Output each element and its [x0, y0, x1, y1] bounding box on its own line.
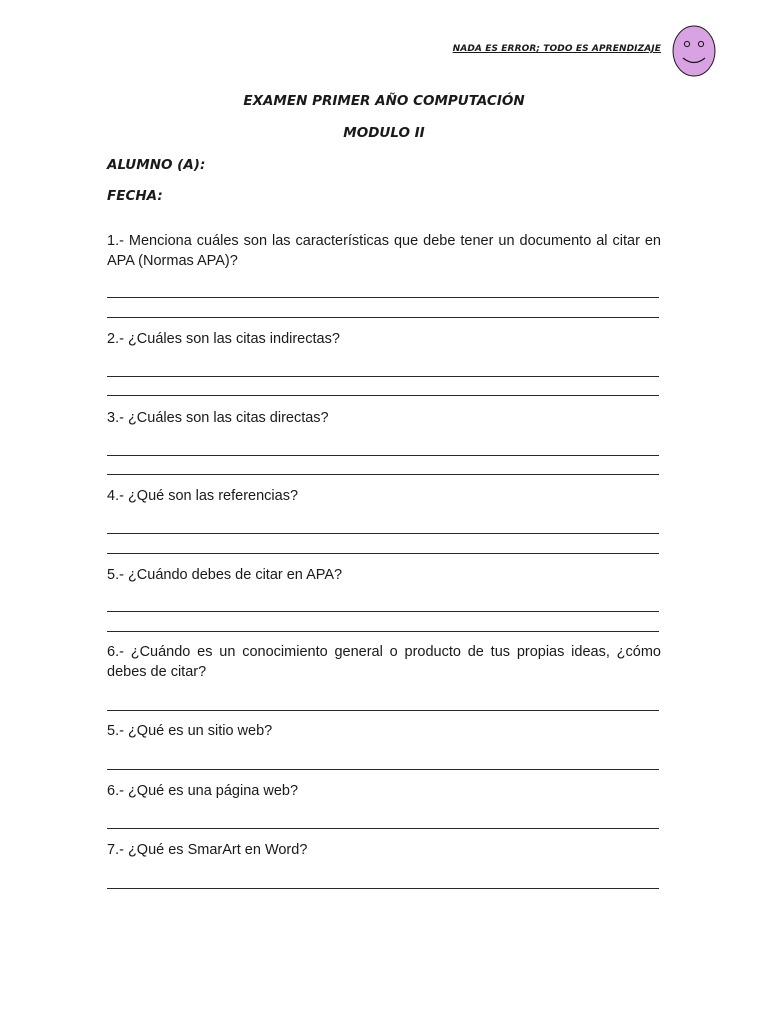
header-motto: NADA ES ERROR; TODO ES APRENDIZAJE	[452, 44, 661, 54]
answer-line-8a[interactable]	[107, 828, 659, 829]
smiley-face-icon	[672, 25, 716, 77]
question-8: 6.- ¿Qué es una página web?	[107, 783, 299, 799]
answer-line-6a[interactable]	[107, 710, 659, 711]
answer-line-7a[interactable]	[107, 769, 659, 770]
answer-line-9a[interactable]	[107, 888, 659, 889]
answer-line-5a[interactable]	[107, 611, 659, 612]
answer-line-5b[interactable]	[107, 631, 659, 632]
question-5: 5.- ¿Cuándo debes de citar en APA?	[107, 567, 343, 583]
answer-line-2b[interactable]	[107, 395, 659, 396]
answer-line-4a[interactable]	[107, 533, 659, 534]
question-1: 1.- Menciona cuáles son las características que debe tener un documento al citar en APA (Normas APA)?	[107, 233, 661, 269]
exam-title: EXAMEN PRIMER AÑO COMPUTACIÓN	[243, 93, 525, 109]
question-7: 5.- ¿Qué es un sitio web?	[107, 723, 273, 739]
question-9: 7.- ¿Qué es SmarArt en Word?	[107, 842, 308, 858]
answer-line-4b[interactable]	[107, 553, 659, 554]
answer-line-1a[interactable]	[107, 297, 659, 298]
answer-line-2a[interactable]	[107, 376, 659, 377]
answer-line-1b[interactable]	[107, 317, 659, 318]
answer-line-3a[interactable]	[107, 455, 659, 456]
question-2: 2.- ¿Cuáles son las citas indirectas?	[107, 331, 340, 347]
question-6: 6.- ¿Cuándo es un conocimiento general o producto de tus propias ideas, ¿cómo debes de citar?	[107, 644, 661, 680]
student-name-label: ALUMNO (A):	[107, 157, 206, 173]
date-label: FECHA:	[107, 188, 163, 204]
exam-module: MODULO II	[343, 125, 425, 141]
question-3: 3.- ¿Cuáles son las citas directas?	[107, 410, 329, 426]
question-4: 4.- ¿Qué son las referencias?	[107, 488, 299, 504]
answer-line-3b[interactable]	[107, 474, 659, 475]
